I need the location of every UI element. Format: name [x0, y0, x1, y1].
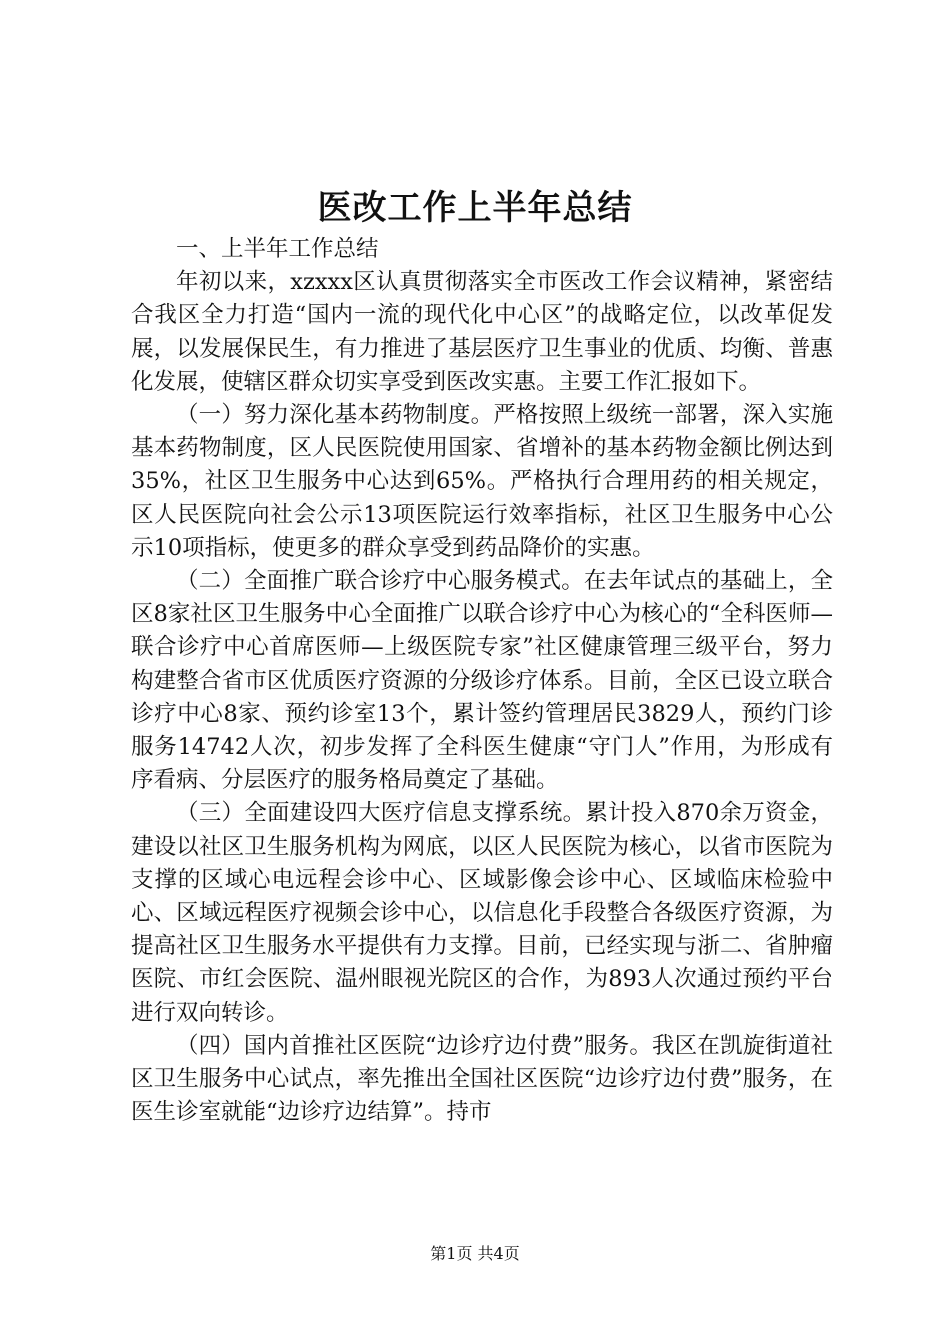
paragraph-essential-drugs: （一）努力深化基本药物制度。严格按照上级统一部署，深入实施基本药物制度，区人民医院使用国家、省增补的基本药物金额比例达到35%，社区卫生服务中心达到65%。严格执行合理用药的相关规定，区人民医院向社会公示13项医院运行效率指标，社区卫生服务中心公示10项指标，使更多的群众享受到药品降价的实惠。	[131, 402, 833, 561]
section-heading: 一、上半年工作总结	[176, 236, 379, 262]
page-number: 第1页 共4页	[430, 1244, 520, 1263]
paragraph-info-systems: （三）全面建设四大医疗信息支撑系统。累计投入870余万资金，建设以社区卫生服务机构为网底，以区人民医院为核心，以省市医院为支撑的区域心电远程会诊中心、区域影像会诊中心、区域临床检验中心、区域远程医疗视频会诊中心，以信息化手段整合各级医疗资源，为提高社区卫生服务水平提供有力支撑。目前，已经实现与浙二、省肿瘤医院、市红会医院、温州眼视光院区的合作，为893人次通过预约平台进行双向转诊。	[131, 800, 833, 1026]
intro-paragraph: 年初以来，xzxxx区认真贯彻落实全市医改工作会议精神，紧密结合我区全力打造“国内一流的现代化中心区”的战略定位，以改革促发展，以发展保民生，有力推进了基层医疗卫生事业的优质、均衡、普惠化发展，使辖区群众切实享受到医改实惠。主要工作汇报如下。	[131, 269, 833, 395]
paragraph-joint-clinic: （二）全面推广联合诊疗中心服务模式。在去年试点的基础上，全区8家社区卫生服务中心全面推广以联合诊疗中心为核心的“全科医师—联合诊疗中心首席医师—上级医院专家”社区健康管理三级平台，努力构建整合省市区优质医疗资源的分级诊疗体系。目前，全区已设立联合诊疗中心8家、预约诊室13个，累计签约管理居民3829人，预约门诊服务14742人次，初步发挥了全科医生健康“守门人”作用，为形成有序看病、分层医疗的服务格局奠定了基础。	[131, 568, 833, 794]
document-body	[131, 233, 833, 1129]
paragraph-pay-as-treated: （四）国内首推社区医院“边诊疗边付费”服务。我区在凯旋街道社区卫生服务中心试点，率先推出全国社区医院“边诊疗边付费”服务，在医生诊室就能“边诊疗边结算”。持市	[131, 1032, 833, 1126]
document-title: 医改工作上半年总结	[317, 188, 633, 228]
